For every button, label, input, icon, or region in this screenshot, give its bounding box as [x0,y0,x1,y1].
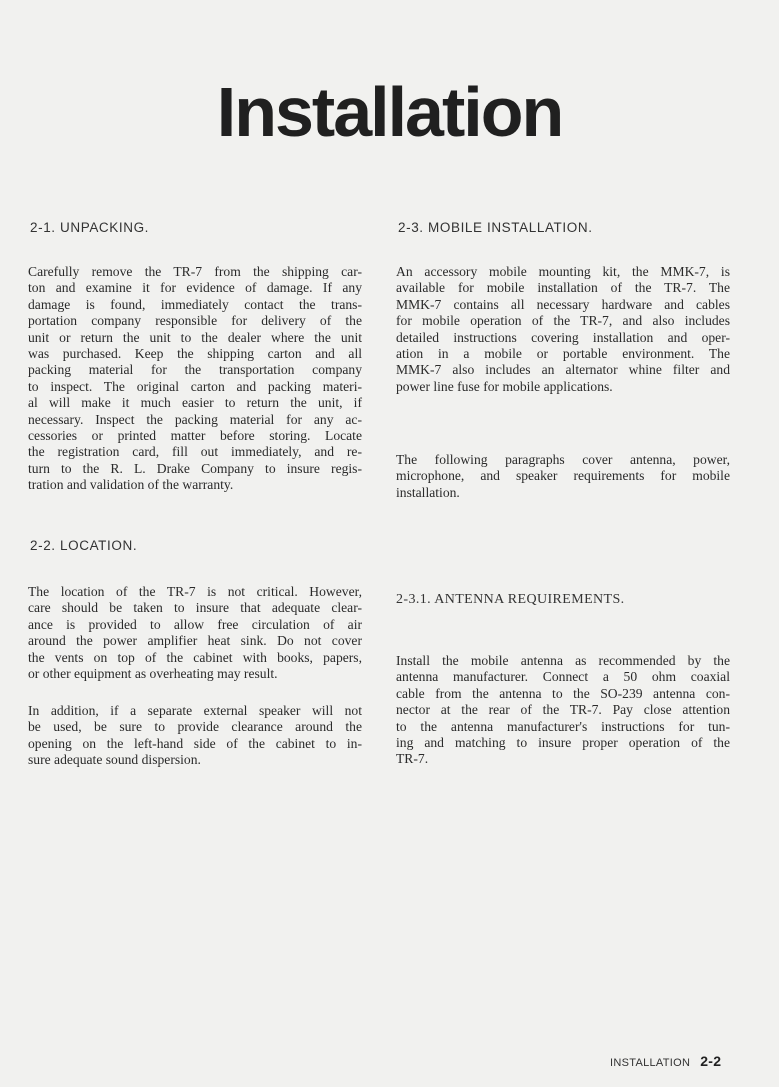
text-line: to inspect. The original carton and packing materi- [28,378,362,394]
text-line: The following paragraphs cover antenna, power, [396,452,730,467]
text-line: ton and examine it for evidence of damage. If any [28,280,362,296]
text-line: power line fuse for mobile applications. [396,378,613,394]
text-line: be used, be sure to provide clearance around the [28,719,362,735]
text-line: available for mobile installation of the TR-7. The [396,280,730,296]
text-line: portation company responsible for delivery of the [28,313,362,329]
heading-location: 2-2. LOCATION. [30,538,138,553]
text-line: unit or return the unit to the dealer where the unit [28,329,362,345]
text-line: installation. [396,484,460,500]
page-footer [610,1053,721,1069]
footer-label: INSTALLATION [610,1057,691,1069]
text-line: or other equipment as overheating may result. [28,666,278,682]
heading-unpacking: 2-1. UNPACKING. [30,220,150,235]
text-line: necessary. Inspect the packing material for any ac- [28,411,362,427]
text-line: turn to the R. L. Drake Company to insure regis- [28,460,362,476]
text-line: An accessory mobile mounting kit, the MMK-7, is [396,264,730,279]
text-line: detailed instructions covering installation and oper- [396,329,730,345]
text-line: al will make it much easier to return the unit, if [28,395,362,411]
heading-antenna-requirements: 2-3.1. ANTENNA REQUIREMENTS. [396,592,625,607]
text-line: In addition, if a separate external speaker will not [28,703,362,718]
text-line: Carefully remove the TR-7 from the shipping car- [28,264,362,279]
page-title: Installation [216,73,563,151]
text-line: opening on the left-hand side of the cabinet to in- [28,735,362,751]
text-line: ation in a mobile or portable environment. The [396,346,730,362]
text-line: MMK-7 also includes an alternator whine filter and [396,362,730,378]
text-line: cable from the antenna to the SO-239 antenna con- [396,685,730,701]
text-line: ance is provided to allow free circulation of air [28,616,362,632]
paragraph-mobile-1 [396,264,730,395]
text-line: the vents on top of the cabinet with books, papers, [28,649,362,665]
text-line: for mobile operation of the TR-7, and also includes [396,313,730,329]
text-line: tration and validation of the warranty. [28,477,234,493]
text-line: ing and matching to insure proper operation of the [396,735,730,751]
text-line: was purchased. Keep the shipping carton and all [28,346,362,362]
text-line: nector at the rear of the TR-7. Pay close attention [396,702,730,718]
text-line: Install the mobile antenna as recommended by the [396,653,730,668]
text-line: the registration card, fill out immediately, and re- [28,444,362,460]
page-number: 2-2 [700,1053,722,1069]
paragraph-mobile-2 [396,452,730,501]
text-line: The location of the TR-7 is not critical. However, [28,584,362,599]
text-line: TR-7. [396,751,429,767]
text-line: MMK-7 contains all necessary hardware and cables [396,296,730,312]
text-line: cessories or printed matter before storing. Locate [28,428,362,444]
text-line: packing material for the transportation company [28,362,362,378]
text-line: around the power amplifier heat sink. Do not cover [28,633,362,649]
text-line: care should be taken to insure that adequate clear- [28,600,362,616]
paragraph-unpacking [28,264,362,494]
text-line: antenna manufacturer. Connect a 50 ohm coaxial [396,669,730,685]
text-line: to the antenna manufacturer's instructions for tun- [396,718,730,734]
paragraph-location-2 [28,703,362,769]
paragraph-location-1 [28,584,362,682]
text-line: sure adequate sound dispersion. [28,752,201,768]
heading-mobile-installation: 2-3. MOBILE INSTALLATION. [398,220,593,235]
text-line: damage is found, immediately contact the trans- [28,296,362,312]
text-line: microphone, and speaker requirements for mobile [396,468,730,484]
paragraph-antenna [396,653,730,768]
